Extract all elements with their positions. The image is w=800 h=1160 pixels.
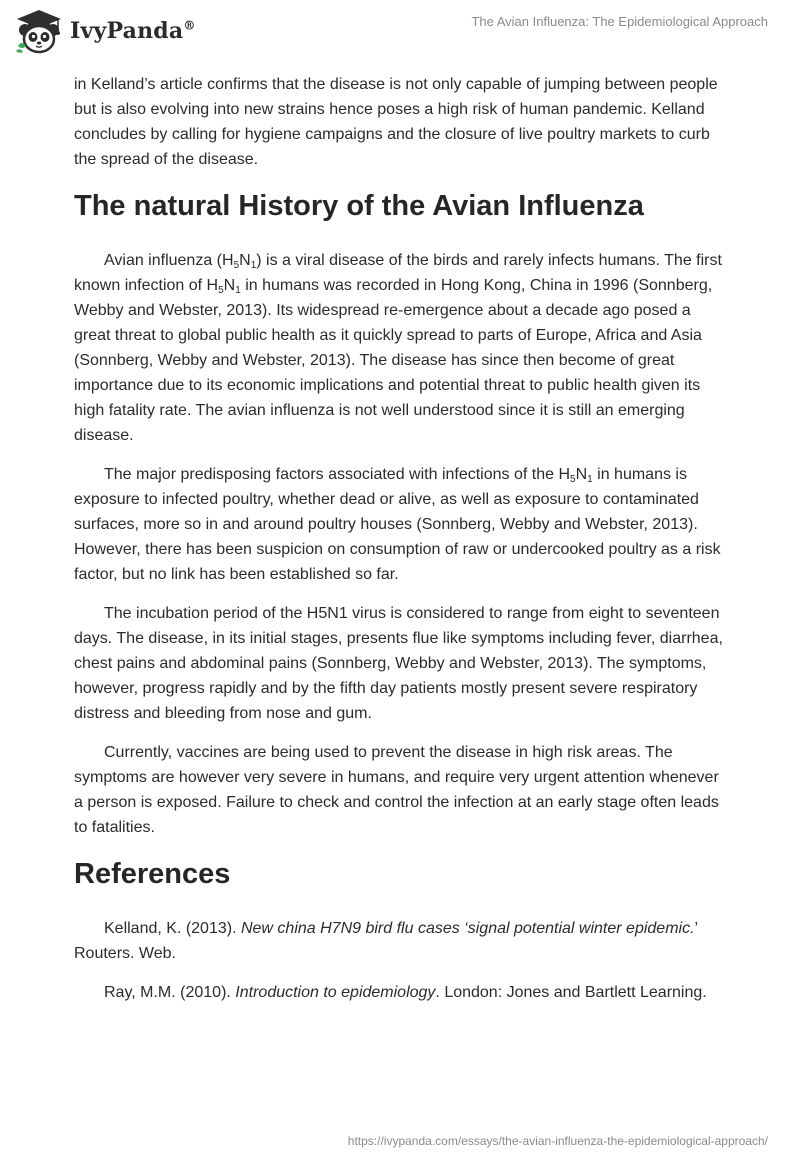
- registered-mark: ®: [183, 18, 196, 33]
- reference-item-1: Kelland, K. (2013). New china H7N9 bird flu cases ‘signal potential winter epidemic.’ Routers. Web.: [74, 920, 698, 962]
- section-heading-natural-history: The natural History of the Avian Influenza: [74, 190, 644, 222]
- page-header: [0, 0, 800, 64]
- reference-item-2: Ray, M.M. (2010). Introduction to epidemiology. London: Jones and Bartlett Learning.: [104, 984, 707, 1001]
- natural-history-paragraph-1: Avian influenza $(H_5N_1)$ is a viral disease of the birds and rarely infects humans. The first known infection of $H_5N_1$ in humans was recorded in Hong Kong, China in 1996 (Sonnberg, Webby and Webster, 2013). Its widespread re-emergence about a decade ago posed a great threat to global public health as it quickly spread to parts of Europe, Africa and Asia (Sonnberg, Webby and Webster, 2013). The disease has since then become of great importance due to its economic implications and potential threat to public health given its high fatality rate. The avian influenza is not well understood since it is still an emerging disease.: [74, 252, 722, 444]
- essay-content: [74, 72, 730, 1019]
- natural-history-paragraph-2: The major predisposing factors associated with infections of the $H_5N_1$ in humans is exposure to infected poultry, whether dead or alive, as well as exposure to contaminated surfaces, more so in and around poultry houses (Sonnberg, Webby and Webster, 2013). However, there has been suspicion on consumption of raw or undercooked poultry as a risk factor, but no link has been established so far.: [74, 466, 721, 583]
- natural-history-paragraph-3: The incubation period of the H5N1 virus is considered to range from eight to seventeen days. The disease, in its initial stages, presents flue like symptoms including fever, diarrhea, chest pains and abdominal pains (Sonnberg, Webby and Webster, 2013). The symptoms, however, progress rapidly and by the fifth day patients mostly present severe respiratory distress and bleeding from nose and gum.: [74, 605, 723, 722]
- logo[interactable]: [14, 8, 196, 54]
- logo-text: IvyPanda: [70, 18, 184, 44]
- section-heading-references: References: [74, 858, 231, 890]
- intro-continuation-paragraph: in Kelland’s article confirms that the disease is not only capable of jumping between people but is also evolving into new strains hence poses a high risk of human pandemic. Kelland concludes by calling for hygiene campaigns and the closure of live poultry markets to curb the spread of the disease.: [74, 76, 718, 168]
- document-title: The Avian Influenza: The Epidemiological Approach: [471, 14, 768, 29]
- source-url[interactable]: https://ivypanda.com/essays/the-avian-influenza-the-epidemiological-approach/: [347, 1134, 768, 1148]
- logo-wordmark: [70, 18, 196, 44]
- natural-history-paragraph-4: Currently, vaccines are being used to prevent the disease in high risk areas. The symptoms are however very severe in humans, and require very urgent attention whenever a person is exposed. Failure to check and control the infection at an early stage often leads to fatalities.: [74, 744, 719, 836]
- panda-graduate-icon: [14, 8, 64, 54]
